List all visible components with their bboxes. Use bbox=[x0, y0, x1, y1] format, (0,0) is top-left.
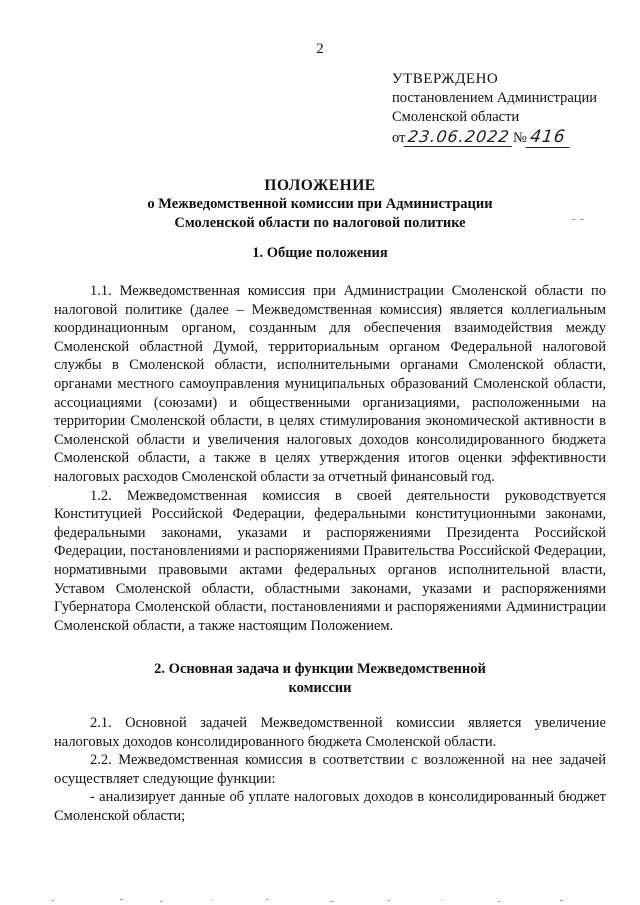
paragraph-1-2: 1.2. Межведомственная комиссия в своей деятельности руководствуется Конституцией Российской Федерации, федеральными конституционными законами, федеральными законами, указами и распоряжениями Президента Российской Федерации, постановлениями и распоряжениями Правительства Российской Федерации, нормативными правовыми актами федеральных органов исполнительной власти, Уставом Смоленской области, областными законами, указами и распоряжениями Губернатора Смоленской области, постановлениями и распоряжениями Администрации Смоленской области, а также настоящим Положением. bbox=[54, 487, 606, 634]
handwritten-date: 23.06.2022 bbox=[404, 127, 514, 147]
paragraph-2-3: - анализирует данные об уплате налоговых доходов в консолидированный бюджет Смоленской области; bbox=[54, 789, 606, 824]
date-prefix: от bbox=[392, 130, 406, 146]
paragraph-2-2: 2.2. Межведомственная комиссия в соответствии с возложенной на нее задачей осуществляет следующие функции: bbox=[54, 752, 606, 787]
paragraph-2-1: 2.1. Основной задачей Межведомственной комиссии является увеличение налоговых доходов консолидированного бюджета Смоленской области. bbox=[54, 715, 606, 750]
scan-marks: - - bbox=[572, 214, 584, 225]
section-2-title bbox=[0, 660, 640, 698]
handwritten-number: 416 bbox=[525, 128, 572, 148]
approval-line-1: постановлением Администрации bbox=[392, 90, 598, 106]
page-number: 2 bbox=[316, 41, 324, 57]
section-1-title: 1. Общие положения bbox=[252, 245, 388, 261]
document-heading bbox=[0, 176, 640, 233]
section-1-body bbox=[54, 282, 606, 635]
document-subtitle-line-1: о Межведомственной комиссии при Администрации bbox=[147, 196, 493, 212]
approval-date-line bbox=[392, 127, 622, 148]
section-2-title-line-1: 2. Основная задача и функции Межведомственной bbox=[154, 661, 486, 677]
document-title: ПОЛОЖЕНИЕ bbox=[264, 177, 376, 194]
section-2-body bbox=[54, 714, 606, 826]
scan-edge-noise bbox=[0, 896, 640, 905]
paragraph-1-1: 1.1. Межведомственная комиссия при Администрации Смоленской области по налоговой политике (далее – Межведомственная комиссия) является коллегиальным координационным органом, созданным для обеспечения взаимодействия между Смоленской областной Думой, территориальным органом Федеральной налоговой службы в Смоленской области, исполнительными органами Смоленской области, органами местного самоуправления муниципальных образований Смоленской области, ассоциациями (союзами) и общественными организациями, расположенными на территории Смоленской области, в целях стимулирования экономической активности в Смоленской области и увеличения налоговых доходов консолидированного бюджета Смоленской области, а также в целях утверждения итогов оценки эффективности налоговых расходов Смоленской области за отчетный финансовый год. bbox=[54, 283, 606, 485]
approval-title: УТВЕРЖДЕНО bbox=[392, 71, 499, 87]
approval-stamp-block bbox=[392, 70, 622, 148]
number-prefix: № bbox=[513, 130, 527, 146]
approval-line-2: Смоленской области bbox=[392, 109, 520, 125]
section-2-title-line-2: комиссии bbox=[288, 680, 352, 696]
document-subtitle-line-2: Смоленской области по налоговой политике bbox=[174, 215, 466, 231]
